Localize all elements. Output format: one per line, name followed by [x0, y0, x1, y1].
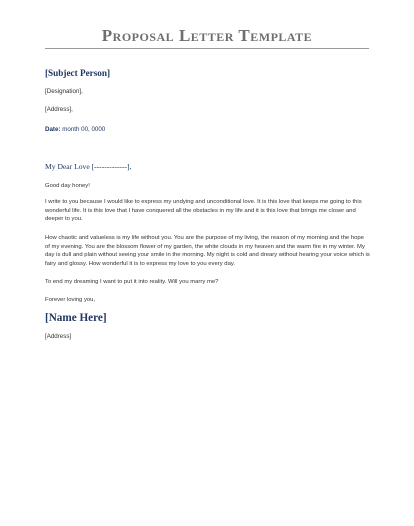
signature-name: [Name Here] [45, 312, 107, 324]
salutation: My Dear Love [-------------], [45, 162, 132, 171]
closing: Forever loving you, [45, 297, 96, 303]
paragraph-3: To end my dreaming I want to put it into reality. Will you marry me? [45, 279, 219, 285]
paragraph-1: I write to you because I would like to express my undying and unconditional love. It is this love that keeps me going to this wonderful life. It is this love that I have conquered all the obstacles in my life and it is this love that brings me closer and deeper to you. [45, 199, 362, 223]
document-title: Proposal Letter Template [101, 26, 313, 45]
paragraph-2: How chaotic and valueless is my life without you. You are the purpose of my living, the reason of my morning and the hope of my evening. You are the blossom flower of my garden, the white clouds in my heaven and the warm fire in my winter. My day is dull and plain without seeing your smile in the morning. My night is cold and dreary without hearing your voice which is fairy and glossy. How wonderful it is to express my love to you every day. [45, 235, 370, 267]
address-top: [Address], [45, 106, 73, 113]
subject-person: [Subject Person] [45, 68, 111, 78]
date-value: month 00, 0000 [62, 126, 106, 133]
date-line [45, 126, 370, 133]
address-bottom: [Address] [45, 333, 72, 340]
title-divider [45, 48, 369, 49]
date-label: Date: [45, 126, 61, 133]
designation: [Designation], [45, 88, 83, 95]
greeting: Good day honey! [45, 183, 90, 189]
